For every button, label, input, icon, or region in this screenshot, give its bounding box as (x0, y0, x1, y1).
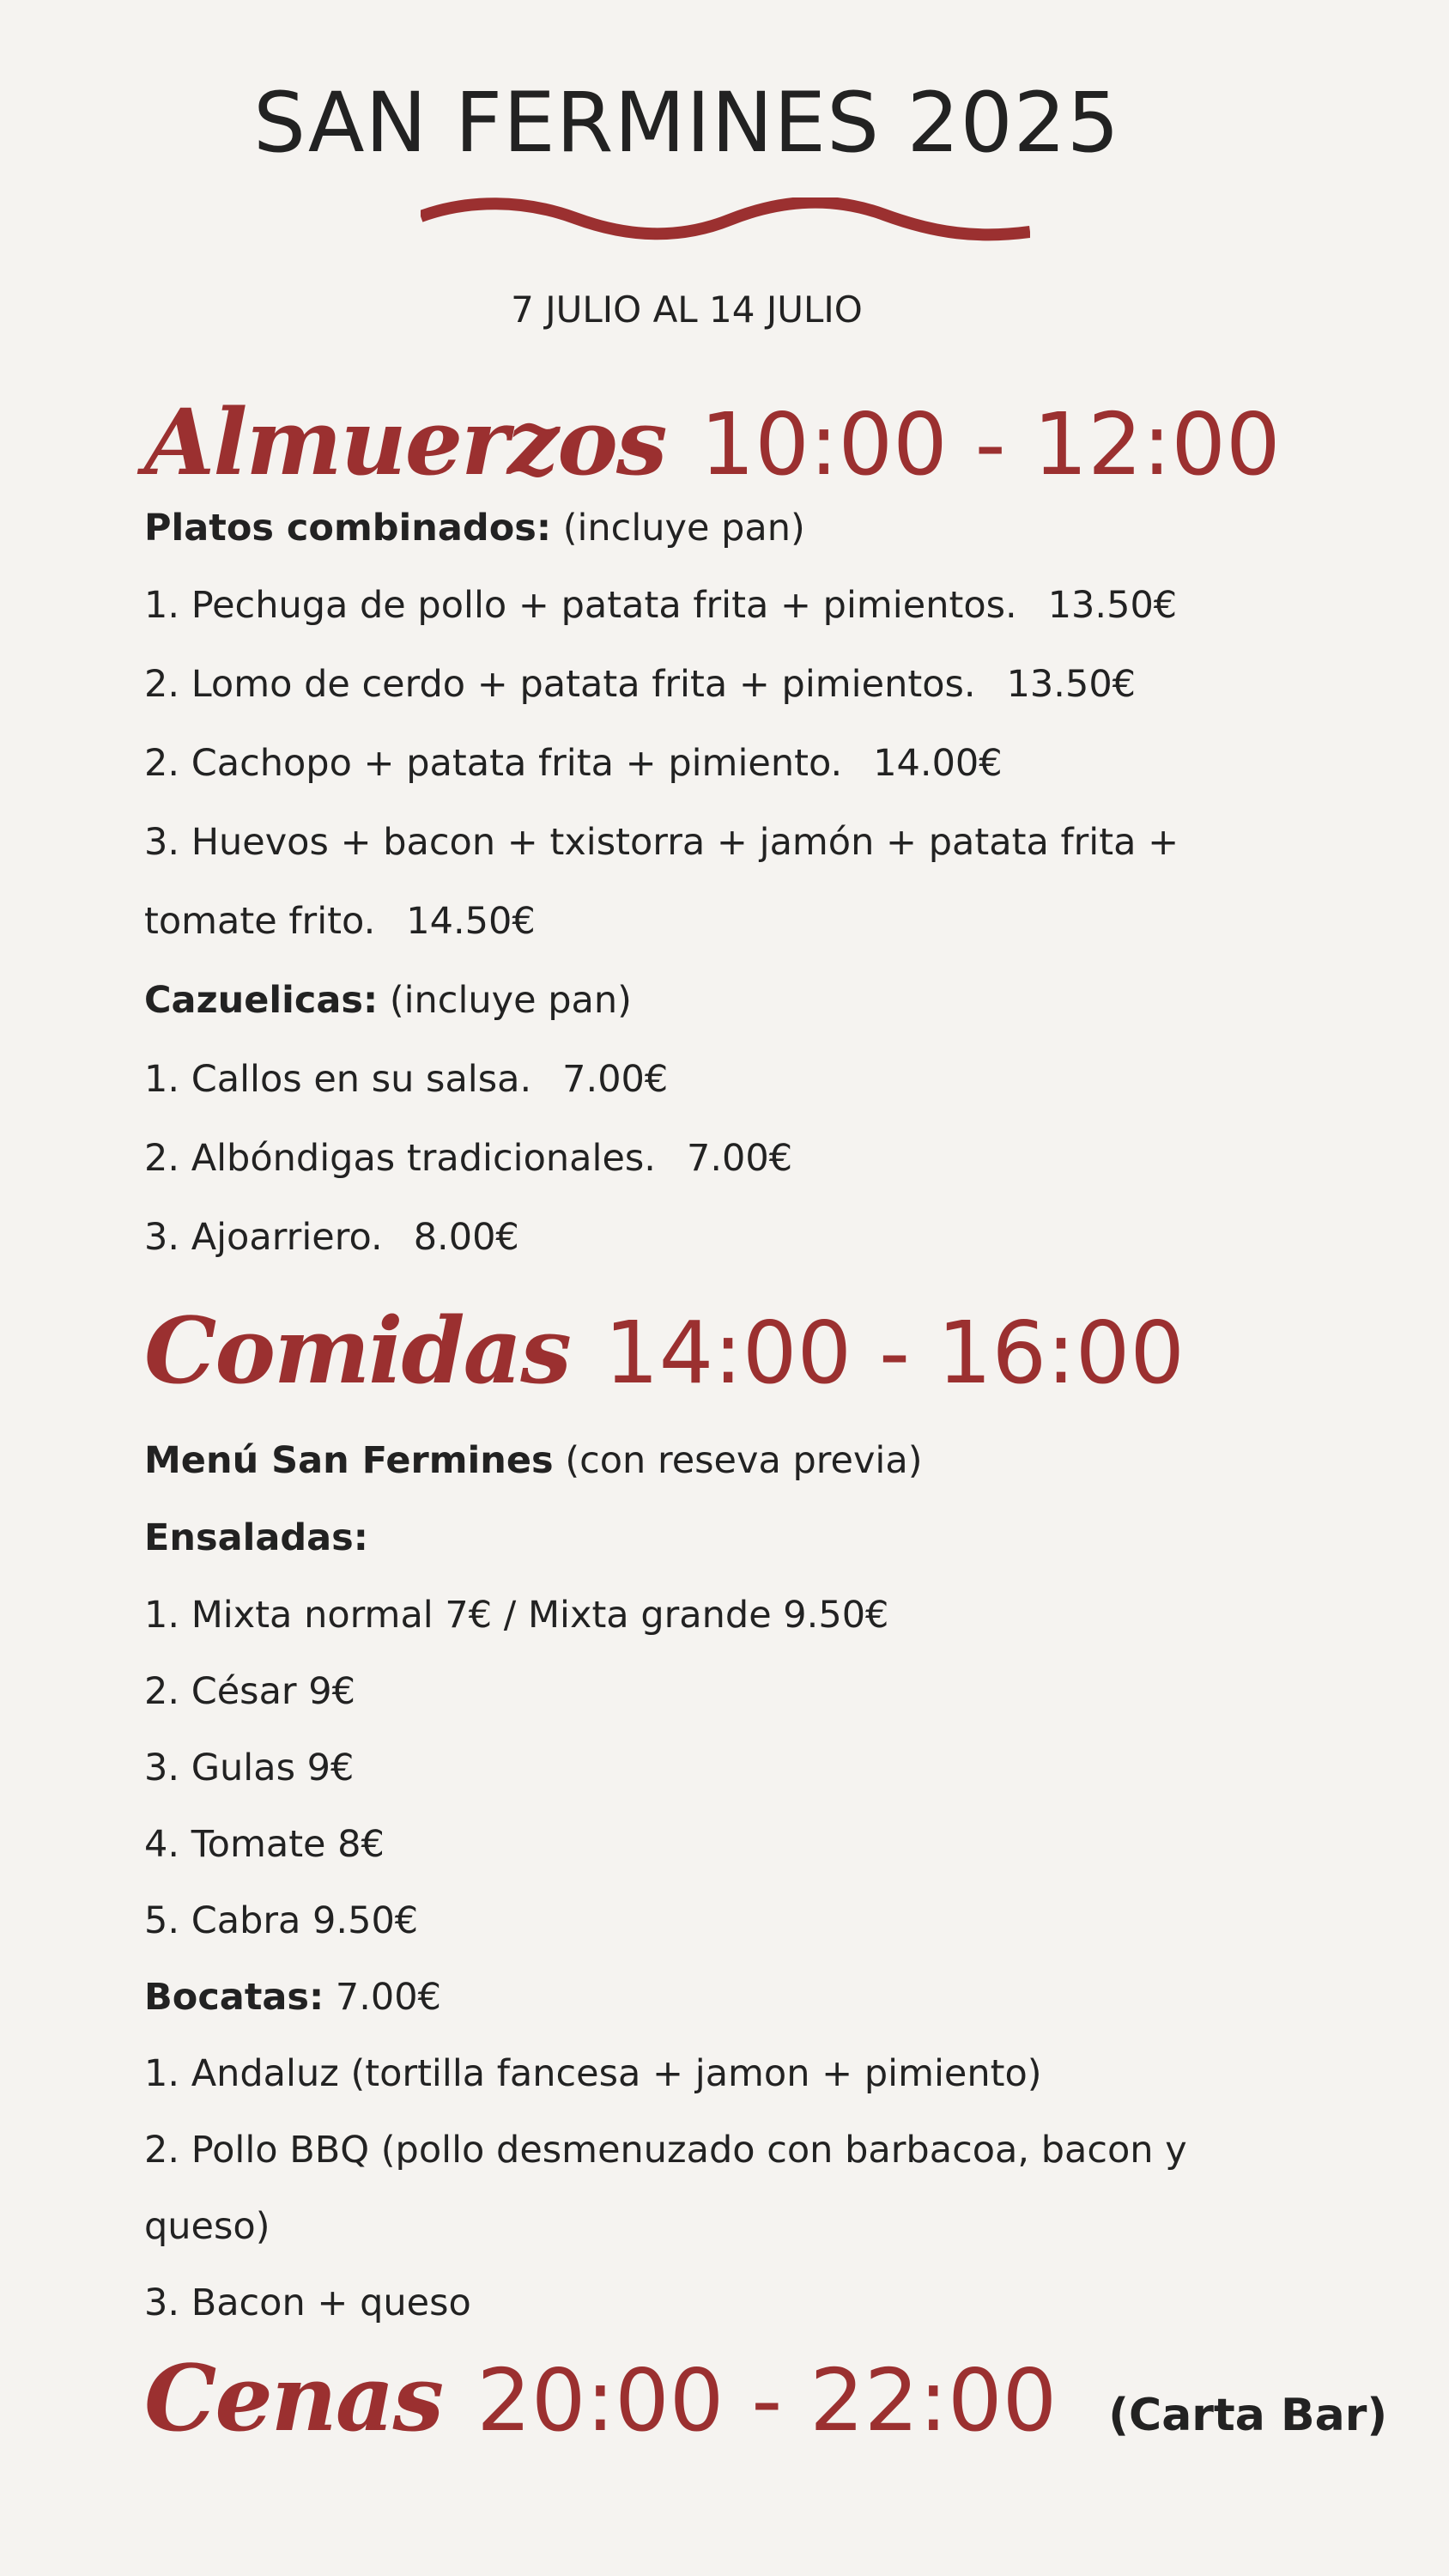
item-text: 1. Pechuga de pollo + patata frita + pimientos. (144, 584, 1017, 627)
list-item: 2. Pollo BBQ (pollo desmenuzado con barbacoa, bacon y (144, 2129, 1187, 2172)
platos-heading: Platos combinados: (144, 507, 552, 550)
list-item: 4. Tomate 8€ (144, 1823, 385, 1866)
list-item (144, 1137, 792, 1182)
section-title-almuerzos (144, 388, 1281, 495)
platos-heading-line (144, 507, 805, 551)
list-item: 5. Cabra 9.50€ (144, 1899, 419, 1942)
ensaladas-heading-line (144, 1516, 368, 1561)
wave-divider-icon (421, 197, 1030, 249)
item-price: 13.50€ (1047, 584, 1178, 627)
item-text: tomate frito. (144, 900, 376, 943)
section-title-cenas (144, 2344, 1388, 2451)
list-item: queso) (144, 2205, 270, 2248)
item-text: 3. Ajoarriero. (144, 1216, 383, 1259)
item-text: 1. Callos en su salsa. (144, 1058, 532, 1101)
list-item: 1. Mixta normal 7€ / Mixta grande 9.50€ (144, 1594, 889, 1637)
list-item: 3. Gulas 9€ (144, 1747, 355, 1789)
list-item (144, 584, 1177, 629)
item-price: 7.00€ (562, 1058, 669, 1101)
item-price: 14.00€ (873, 742, 1003, 785)
section-time: 14:00 - 16:00 (603, 1303, 1185, 1403)
item-price: 14.50€ (406, 900, 536, 943)
section-label: Comidas (144, 1297, 570, 1404)
menu-note: (con reseva previa) (565, 1439, 923, 1482)
list-item: 2. César 9€ (144, 1670, 355, 1713)
platos-note: (incluye pan) (562, 507, 805, 550)
bocatas-heading: Bocatas: (144, 1976, 324, 2019)
section-title-comidas (144, 1297, 1185, 1404)
item-text: 2. Albóndigas tradicionales. (144, 1137, 656, 1180)
date-range: 7 JULIO AL 14 JULIO (511, 289, 863, 331)
list-item (144, 742, 1003, 787)
list-item: 3. Bacon + queso (144, 2281, 471, 2324)
cazuelicas-note: (incluye pan) (389, 979, 632, 1022)
list-item (144, 821, 1179, 866)
section-label: Almuerzos (144, 388, 666, 495)
bocatas-price: 7.00€ (335, 1976, 441, 2019)
page-title: SAN FERMINES 2025 (253, 75, 1120, 171)
cazuelicas-heading-line (144, 979, 632, 1024)
list-item (144, 663, 1136, 708)
list-item (144, 1216, 519, 1261)
item-text: 3. Huevos + bacon + txistorra + jamón + patata frita + (144, 821, 1179, 864)
bocatas-heading-line (144, 1976, 441, 2020)
section-time: 20:00 - 22:00 (476, 2350, 1058, 2451)
list-item (144, 1058, 668, 1103)
menu-heading: Menú San Fermines (144, 1439, 554, 1482)
section-note: (Carta Bar) (1108, 2390, 1388, 2441)
list-item (144, 900, 536, 945)
item-price: 7.00€ (686, 1137, 793, 1180)
cazuelicas-heading: Cazuelicas: (144, 979, 379, 1022)
item-price: 13.50€ (1006, 663, 1137, 706)
list-item: 1. Andaluz (tortilla fancesa + jamon + pimiento) (144, 2052, 1042, 2095)
ensaladas-heading: Ensaladas: (144, 1516, 368, 1559)
item-text: 2. Cachopo + patata frita + pimiento. (144, 742, 843, 785)
item-text: 2. Lomo de cerdo + patata frita + pimientos. (144, 663, 976, 706)
menu-heading-line (144, 1439, 922, 1484)
section-time: 10:00 - 12:00 (700, 394, 1281, 495)
item-price: 8.00€ (413, 1216, 519, 1259)
section-label: Cenas (144, 2344, 443, 2451)
